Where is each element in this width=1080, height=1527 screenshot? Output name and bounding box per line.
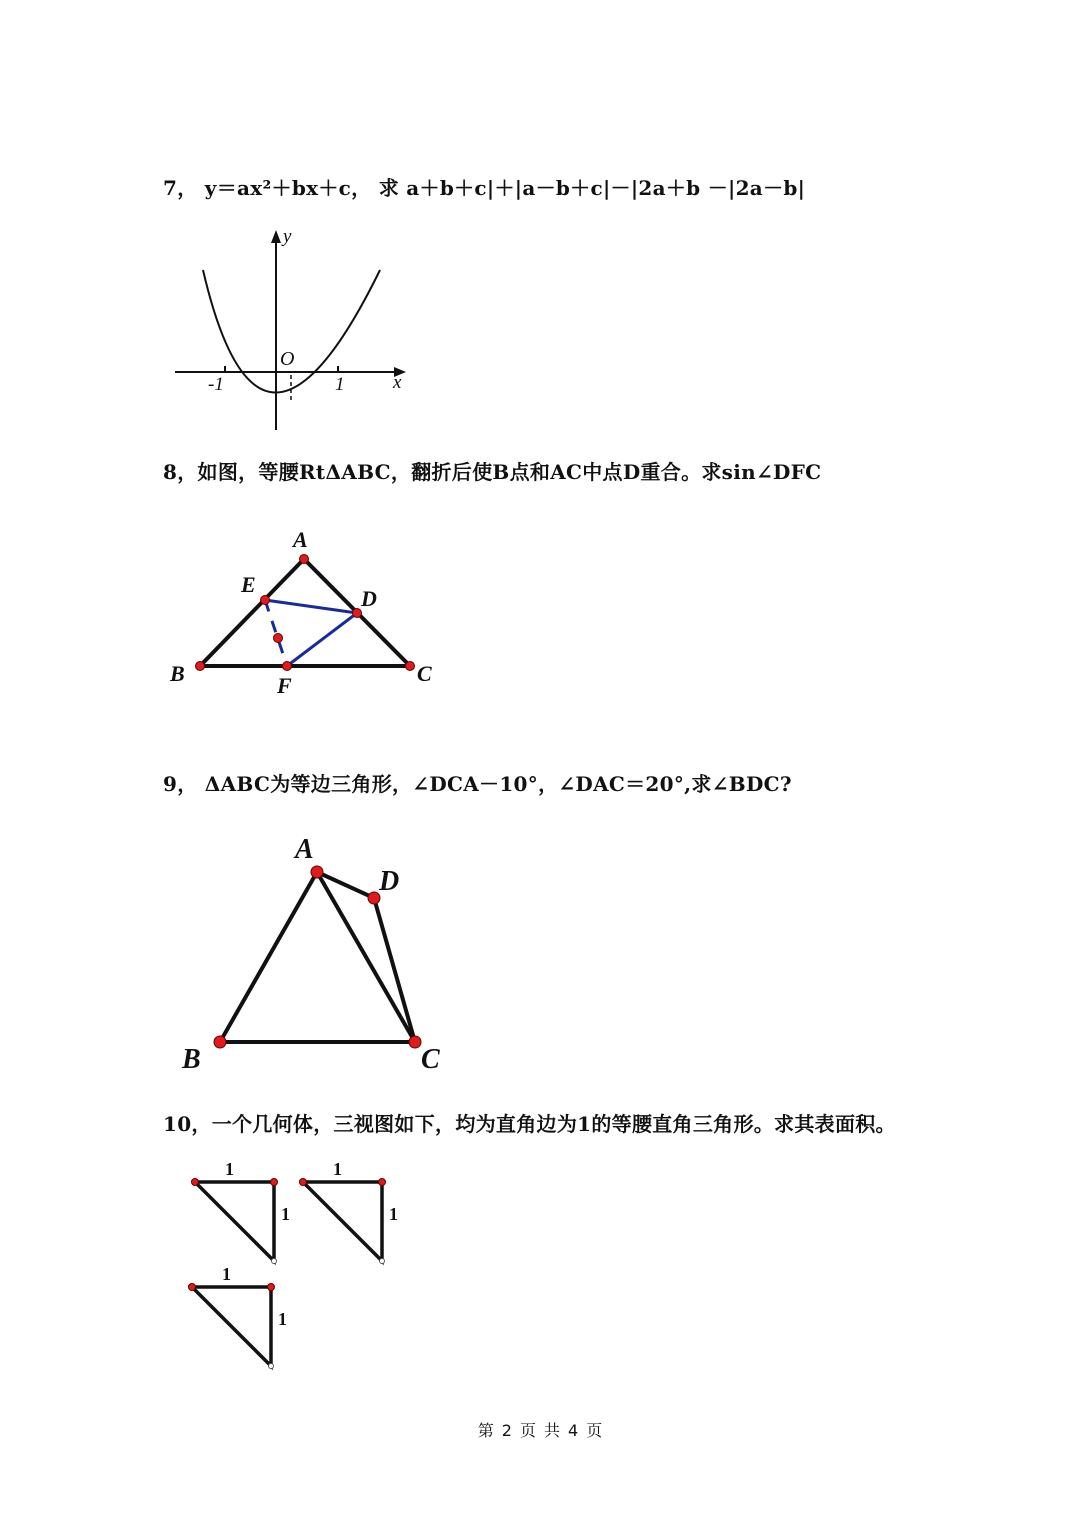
top-side-label: 1 xyxy=(222,1264,231,1284)
question-9-text: 9， ΔABC为等边三角形，∠DCA－10°，∠DAC＝20°,求∠BDC? xyxy=(163,772,792,796)
figure-9-equilateral-triangle xyxy=(175,828,455,1078)
vertex-point xyxy=(379,1179,386,1186)
fold-line-ef-dashed xyxy=(265,600,287,666)
fold-line-ed xyxy=(265,600,357,613)
label-c: C xyxy=(421,1044,440,1075)
question-8-text: 8，如图，等腰RtΔABC，翻折后使B点和AC中点D重合。求sin∠DFC xyxy=(163,460,822,484)
x-axis-label: x xyxy=(393,372,402,393)
vertex-point-open xyxy=(269,1364,274,1369)
point-c xyxy=(406,662,415,671)
point-e xyxy=(261,596,270,605)
figure-10-view-1 xyxy=(185,1158,305,1270)
vertex-point xyxy=(192,1179,199,1186)
triangle-abc xyxy=(220,872,415,1042)
origin-label: O xyxy=(280,348,295,370)
label-d: D xyxy=(379,866,400,897)
segment-dc xyxy=(374,898,415,1042)
label-d: D xyxy=(361,586,377,611)
point-f xyxy=(283,662,292,671)
one-label: 1 xyxy=(335,374,345,395)
vertex-point xyxy=(271,1179,278,1186)
top-side-label: 1 xyxy=(333,1159,342,1179)
footer-word-gong: 共 xyxy=(544,1421,561,1440)
point-b xyxy=(196,662,205,671)
label-b: B xyxy=(170,661,185,686)
y-axis-label: y xyxy=(283,226,292,247)
label-b: B xyxy=(182,1044,201,1075)
figure-10-view-2 xyxy=(293,1158,413,1270)
right-side-label: 1 xyxy=(281,1204,290,1224)
vertex-point-open xyxy=(380,1259,385,1264)
right-triangle xyxy=(303,1182,382,1261)
label-c: C xyxy=(417,661,432,686)
label-a: A xyxy=(295,834,314,865)
right-side-label: 1 xyxy=(389,1204,398,1224)
point-b xyxy=(214,1036,226,1048)
footer-page-number: 2 xyxy=(501,1421,512,1440)
vertex-point xyxy=(300,1179,307,1186)
neg-one-label: -1 xyxy=(208,374,224,395)
right-triangle xyxy=(192,1287,271,1366)
footer-word-ye: 页 xyxy=(519,1421,536,1440)
right-side-label: 1 xyxy=(278,1309,287,1329)
label-a: A xyxy=(293,527,308,552)
footer-total-pages: 4 xyxy=(568,1421,579,1440)
footer-word-ye-2: 页 xyxy=(586,1421,603,1440)
right-triangle xyxy=(195,1182,274,1261)
figure-8-folded-triangle xyxy=(165,525,445,700)
point-fold-mid xyxy=(274,634,283,643)
vertex-point xyxy=(189,1284,196,1291)
question-7-text: 7， y＝ax²＋bx＋c， 求 a＋b＋c|＋|a－b＋c|－|2a＋b －|2a－b| xyxy=(163,176,806,200)
page-footer xyxy=(0,1418,1080,1441)
vertex-point xyxy=(268,1284,275,1291)
parabola-curve xyxy=(203,270,380,393)
triangle-abc xyxy=(200,559,410,666)
footer-word-di: 第 xyxy=(477,1421,494,1440)
point-a xyxy=(311,866,323,878)
figure-7-parabola-graph xyxy=(170,225,410,435)
figure-10-view-3 xyxy=(182,1263,302,1375)
top-side-label: 1 xyxy=(225,1159,234,1179)
label-f: F xyxy=(277,673,292,698)
point-a xyxy=(300,555,309,564)
label-e: E xyxy=(241,572,256,597)
point-c xyxy=(409,1036,421,1048)
y-axis-arrow-icon xyxy=(271,230,281,243)
question-10-text: 10，一个几何体，三视图如下，均为直角边为1的等腰直角三角形。求其表面积。 xyxy=(163,1112,896,1136)
fold-line-df xyxy=(287,613,357,666)
